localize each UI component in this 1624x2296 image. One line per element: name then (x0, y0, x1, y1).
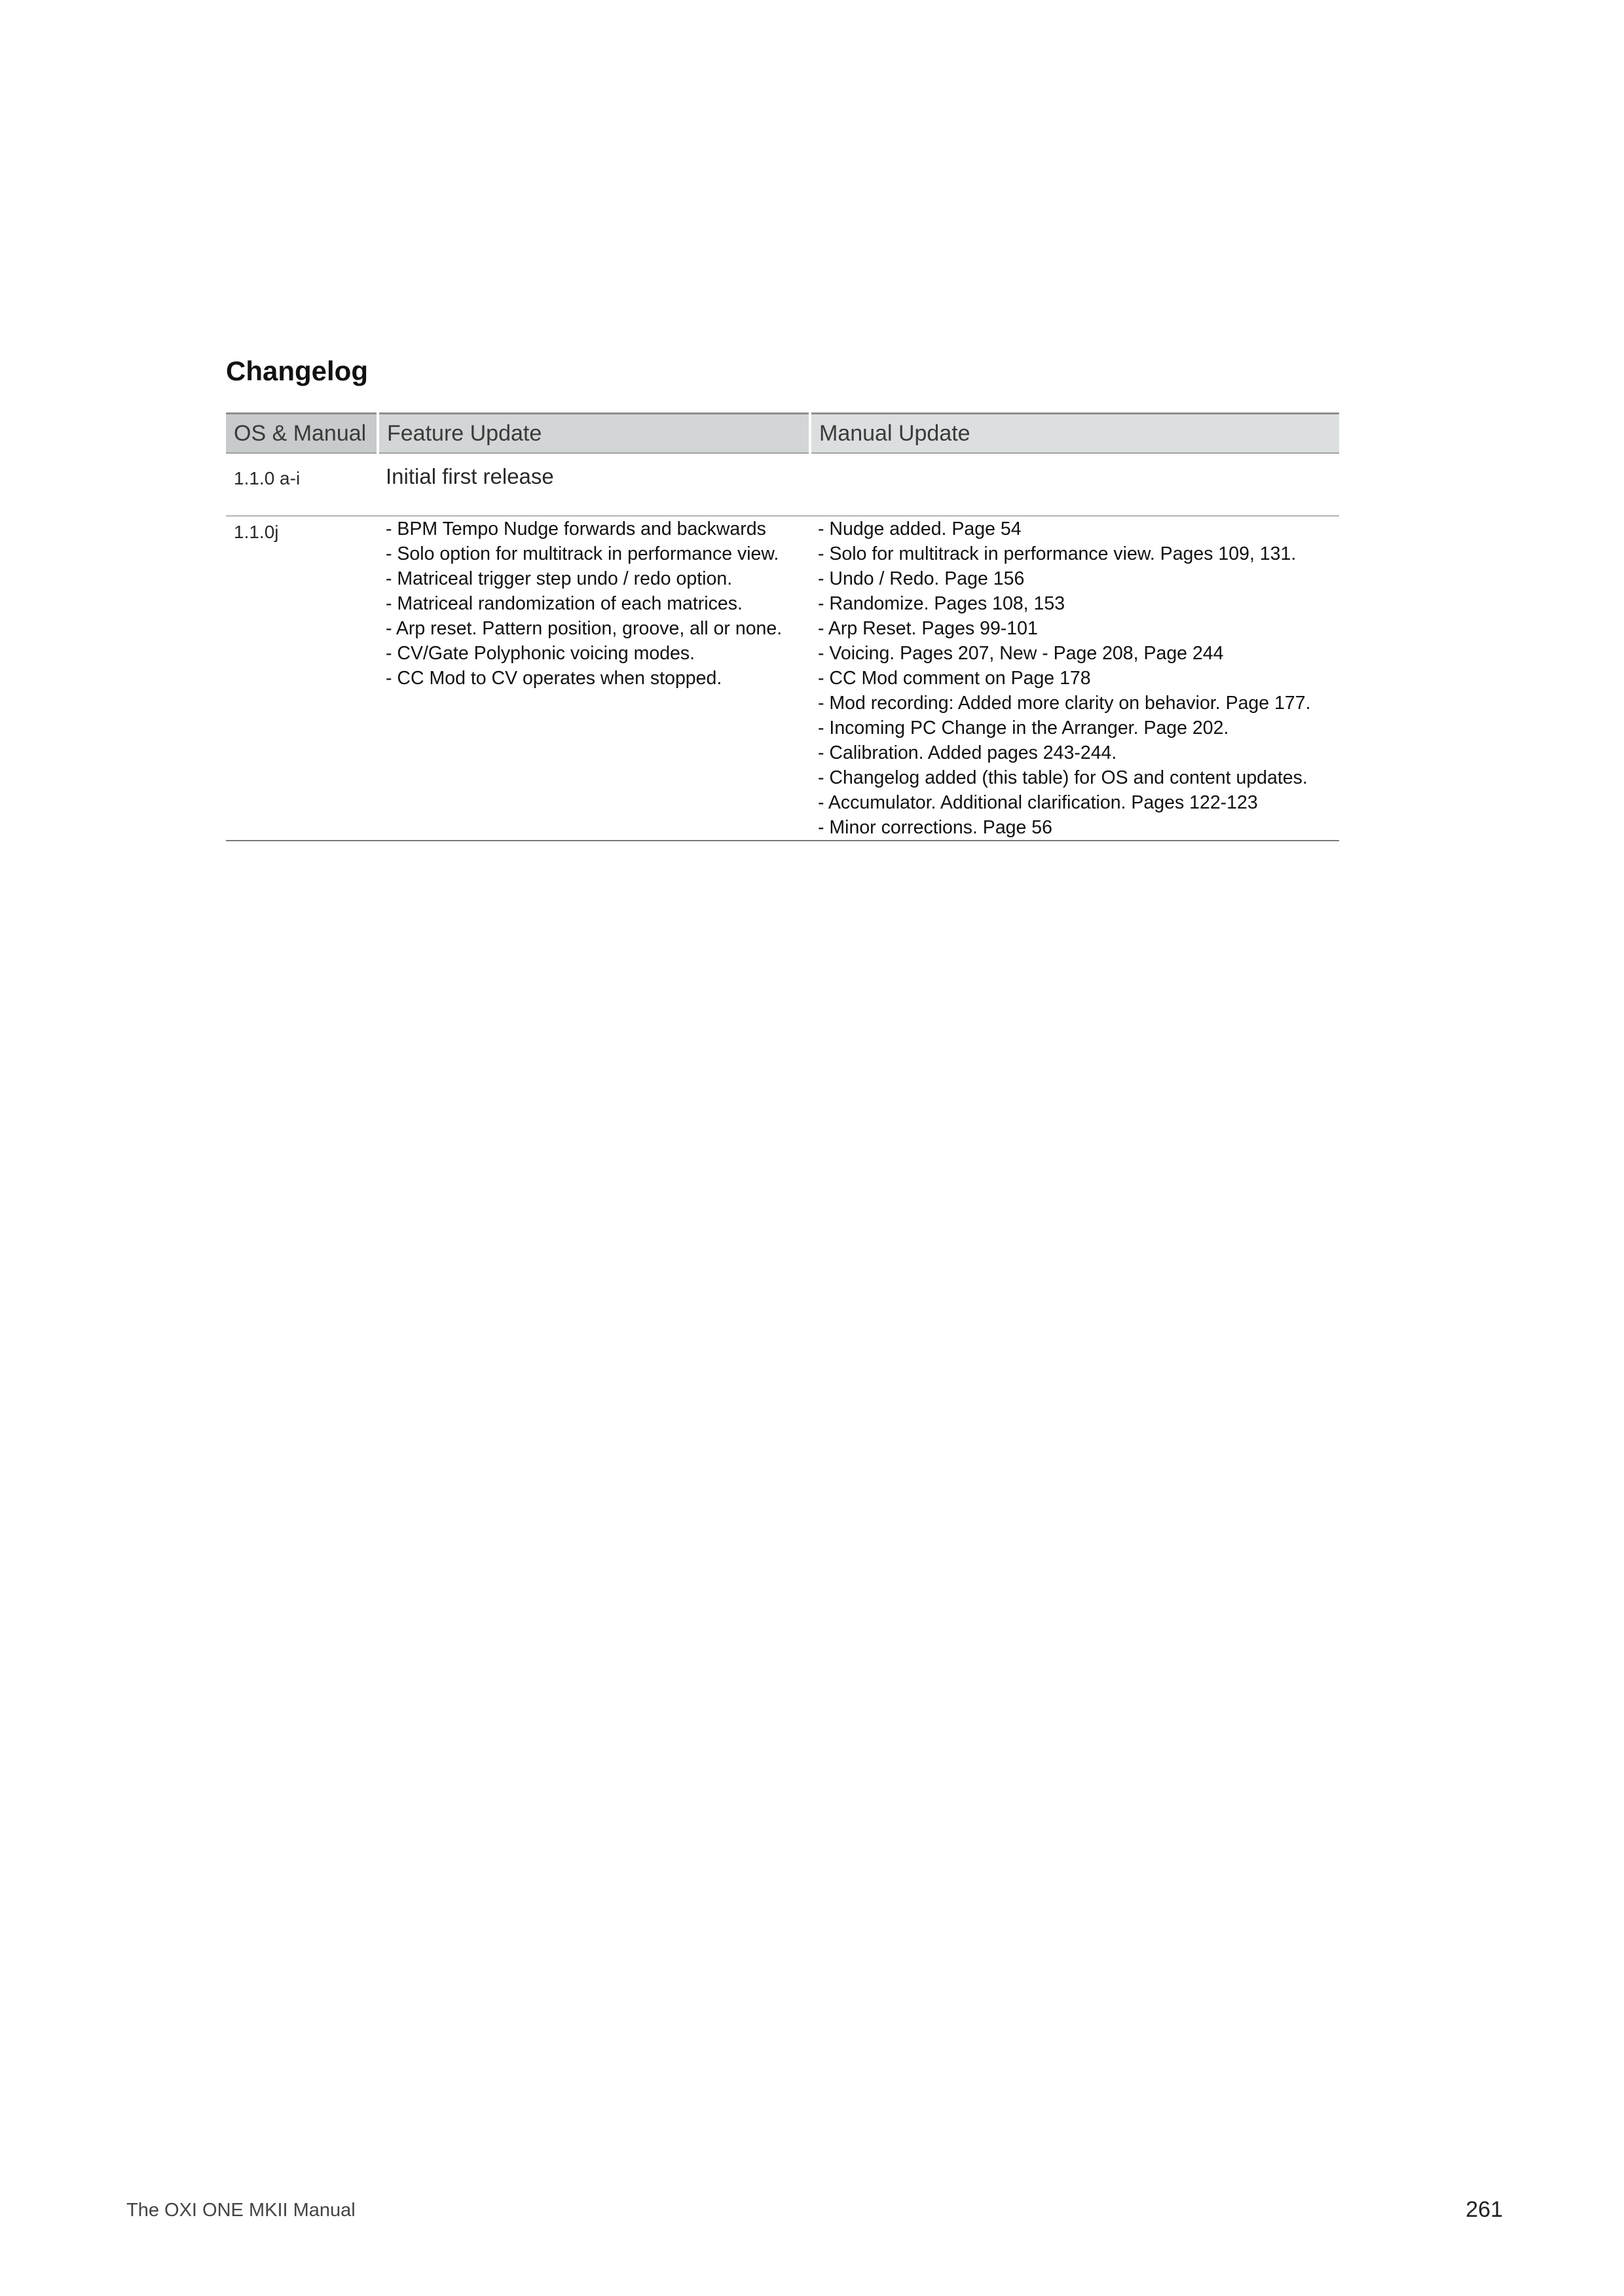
feature-item: - Arp reset. Pattern position, groove, all or none. (386, 618, 783, 639)
manual-update-item: - Calibration. Added pages 243-244. (818, 742, 1117, 763)
column-header-feature-update: Feature Update (378, 414, 810, 454)
table-header-row (226, 414, 1339, 454)
manual-update-item: - Nudge added. Page 54 (818, 519, 1022, 539)
manual-update-item: - Solo for multitrack in performance view. Pages 109, 131. (818, 543, 1297, 564)
manual-update-item: - Arp Reset. Pages 99-101 (818, 618, 1038, 639)
version-cell: 1.1.0 a-i (226, 453, 378, 516)
manual-cell (810, 516, 1339, 841)
footer-manual-name: The OXI ONE MKII Manual (126, 2200, 356, 2221)
manual-update-item: - Incoming PC Change in the Arranger. Page 202. (818, 718, 1229, 738)
changelog-table (226, 412, 1339, 841)
manual-update-item: - Voicing. Pages 207, New - Page 208, Page 244 (818, 643, 1224, 664)
table-row (226, 516, 1339, 841)
manual-update-item: - Randomize. Pages 108, 153 (818, 593, 1065, 614)
feature-cell: Initial first release (378, 453, 810, 516)
feature-list (386, 517, 802, 691)
feature-item: - CV/Gate Polyphonic voicing modes. (386, 643, 695, 664)
manual-update-item: - Accumulator. Additional clarification. Pages 122-123 (818, 792, 1258, 813)
feature-item: - CC Mod to CV operates when stopped. (386, 668, 722, 689)
table-row (226, 453, 1339, 516)
feature-item: - Solo option for multitrack in performance view. (386, 543, 779, 564)
feature-item: - Matriceal trigger step undo / redo option. (386, 568, 733, 589)
feature-cell (378, 516, 810, 841)
manual-update-item: - Changelog added (this table) for OS and content updates. (818, 767, 1308, 788)
feature-item: - Matriceal randomization of each matrices. (386, 593, 743, 614)
column-header-manual-update: Manual Update (810, 414, 1339, 454)
manual-update-item: - Minor corrections. Page 56 (818, 817, 1052, 838)
version-cell: 1.1.0j (234, 522, 279, 542)
page-number: 261 (1466, 2197, 1503, 2222)
page-title: Changelog (226, 355, 368, 386)
manual-update-item: - CC Mod comment on Page 178 (818, 668, 1091, 689)
manual-update-item: - Mod recording: Added more clarity on behavior. Page 177. (818, 693, 1311, 714)
column-header-os-manual: OS & Manual (226, 414, 378, 454)
manual-cell (810, 453, 1339, 516)
manual-update-item: - Undo / Redo. Page 156 (818, 568, 1025, 589)
manual-update-list (818, 517, 1331, 840)
feature-item: - BPM Tempo Nudge forwards and backwards (386, 519, 766, 539)
